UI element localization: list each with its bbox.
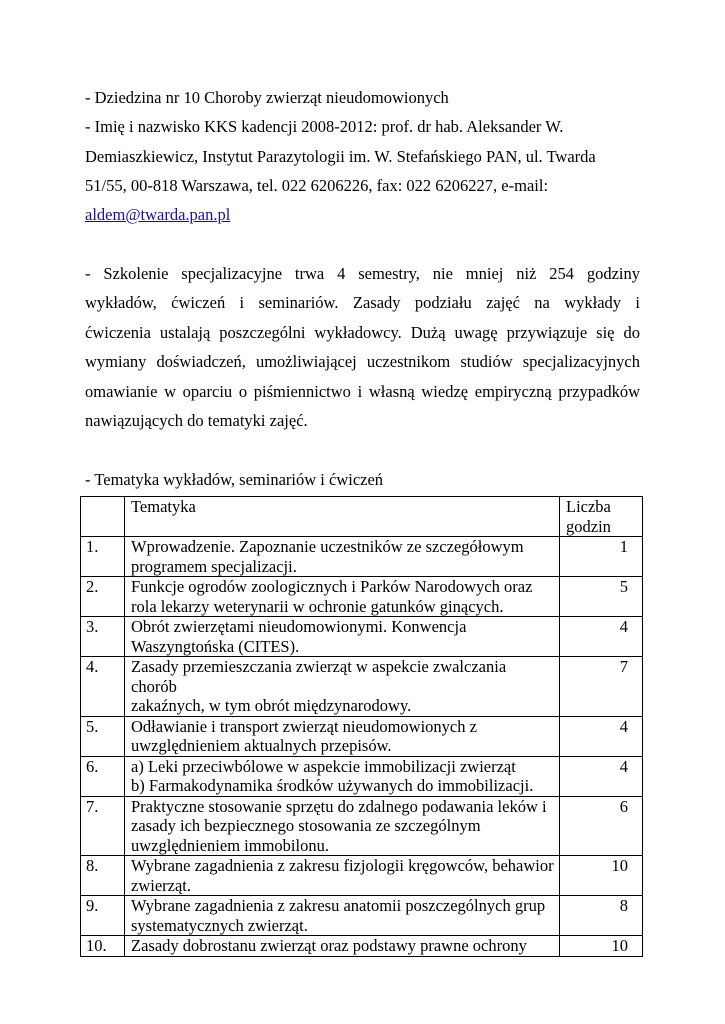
training-line-5: [85, 382, 640, 402]
row-topic: [125, 577, 560, 617]
field-line: - Dziedzina nr 10 Choroby zwierząt nieudomowionych: [85, 88, 449, 107]
row-topic: [125, 896, 560, 936]
row-topic-line: uwzględnieniem immobilonu.: [131, 835, 329, 855]
row-topic-line: Obrót zwierzętami nieudomowionymi. Konwencja: [131, 617, 467, 636]
email-line: [85, 205, 230, 225]
row-hours: 5: [560, 577, 643, 617]
row-topic: [125, 796, 560, 856]
row-hours: 4: [560, 617, 643, 657]
row-topic-line: zakaźnych, w tym obrót międzynarodowy.: [131, 696, 412, 715]
row-hours: 7: [560, 657, 643, 717]
table-row: [81, 537, 643, 577]
table-row: [81, 716, 643, 756]
row-number: 6.: [81, 756, 125, 796]
row-hours: 10: [560, 856, 643, 896]
row-hours: 4: [560, 756, 643, 796]
row-number: 7.: [81, 796, 125, 856]
training-line-1: [85, 264, 640, 284]
row-hours: 6: [560, 796, 643, 856]
row-hours: 1: [560, 537, 643, 577]
table-row: [81, 896, 643, 936]
row-topic-line: Odławianie i transport zwierząt nieudomowionych z: [131, 716, 477, 736]
table-row: [81, 756, 643, 796]
row-topic-line: rola lekarzy weterynarii w ochronie gatunków ginących.: [131, 596, 504, 616]
row-topic-line: zasady ich bezpiecznego stosowania ze szczególnym: [131, 816, 481, 835]
row-hours: 8: [560, 896, 643, 936]
row-number: 4.: [81, 657, 125, 717]
row-topic-line: systematycznych zwierząt.: [131, 915, 308, 935]
email-link[interactable]: aldem@twarda.pan.pl: [85, 205, 231, 224]
training-text-5: omawianie w oparciu o piśmiennictwo i własną wiedzę empiryczną przypadków: [85, 382, 640, 401]
row-topic-line: Waszyngtońska (CITES).: [131, 636, 300, 656]
row-number: 8.: [81, 856, 125, 896]
header-num-cell: [81, 497, 125, 537]
table-row: [81, 577, 643, 617]
row-topic: [125, 657, 560, 717]
row-topic: [125, 856, 560, 896]
row-topic-line: Wprowadzenie. Zapoznanie uczestników ze szczegółowym: [131, 537, 524, 556]
table-row: [81, 617, 643, 657]
header-hours-line-1: Liczba: [566, 497, 611, 516]
row-topic-line: a) Leki przeciwbólowe w aspekcie immobilizacji zwierząt: [131, 756, 516, 776]
row-topic-line: Praktyczne stosowanie sprzętu do zdalnego podawania leków i: [131, 796, 547, 816]
row-topic: [125, 716, 560, 756]
header-hours-line-2: godzin: [566, 516, 611, 536]
row-hours: 4: [560, 716, 643, 756]
row-topic-line: uwzględnieniem aktualnych przepisów.: [131, 736, 392, 755]
table-row: [81, 657, 643, 717]
row-topic-line: Wybrane zagadnienia z zakresu anatomii poszczególnych grup: [131, 896, 546, 915]
row-number: 10.: [81, 936, 125, 957]
table-row: [81, 936, 643, 957]
row-topic: [125, 537, 560, 577]
training-text-2: wykładów, ćwiczeń i seminariów. Zasady podziału zajęć na wykłady i: [85, 293, 640, 312]
kks-line-3: 51/55, 00-818 Warszawa, tel. 022 6206226, fax: 022 6206227, e-mail:: [85, 176, 549, 195]
row-number: 1.: [81, 537, 125, 577]
training-line-2: [85, 293, 640, 313]
row-number: 2.: [81, 577, 125, 617]
kks-line-1: - Imię i nazwisko KKS kadencji 2008-2012: prof. dr hab. Aleksander W.: [85, 117, 564, 136]
header-topic-cell: Tematyka: [125, 497, 560, 537]
table-header-row: [81, 497, 643, 537]
training-text-1: - Szkolenie specjalizacyjne trwa 4 semestry, nie mniej niż 254 godziny: [85, 264, 640, 283]
row-topic-line: Zasady dobrostanu zwierząt oraz podstawy prawne ochrony: [131, 936, 527, 955]
row-topic-line: Zasady przemieszczania zwierząt w aspekcie zwalczania chorób: [131, 657, 507, 696]
row-hours: 10: [560, 936, 643, 957]
row-number: 5.: [81, 716, 125, 756]
header-hours-cell: [560, 497, 643, 537]
row-number: 9.: [81, 896, 125, 936]
kks-line-2: Demiaszkiewicz, Instytut Parazytologii im. W. Stefańskiego PAN, ul. Twarda: [85, 147, 596, 166]
training-line-3: [85, 323, 640, 343]
row-topic-line: zwierząt.: [131, 875, 191, 895]
table-row: [81, 856, 643, 896]
training-line-6: nawiązujących do tematyki zajęć.: [85, 411, 308, 430]
training-text-3: ćwiczenia ustalają poszczególni wykładowcy. Dużą uwagę przywiązuje się do: [85, 323, 640, 342]
row-topic-line: b) Farmakodynamika środków używanych do immobilizacji.: [131, 776, 534, 795]
training-line-4: [85, 352, 640, 372]
row-topic: [125, 617, 560, 657]
row-topic: [125, 936, 560, 957]
training-text-4: wymiany doświadczeń, umożliwiającej uczestnikom studiów specjalizacyjnych: [85, 352, 640, 371]
topics-heading: - Tematyka wykładów, seminariów i ćwiczeń: [85, 470, 384, 489]
table-row: [81, 796, 643, 856]
topics-table: [80, 496, 643, 957]
row-topic-line: programem specjalizacji.: [131, 556, 297, 576]
row-topic: [125, 756, 560, 796]
row-number: 3.: [81, 617, 125, 657]
row-topic-line: Wybrane zagadnienia z zakresu fizjologii kręgowców, behawior: [131, 856, 554, 875]
row-topic-line: Funkcje ogrodów zoologicznych i Parków Narodowych oraz: [131, 577, 533, 596]
